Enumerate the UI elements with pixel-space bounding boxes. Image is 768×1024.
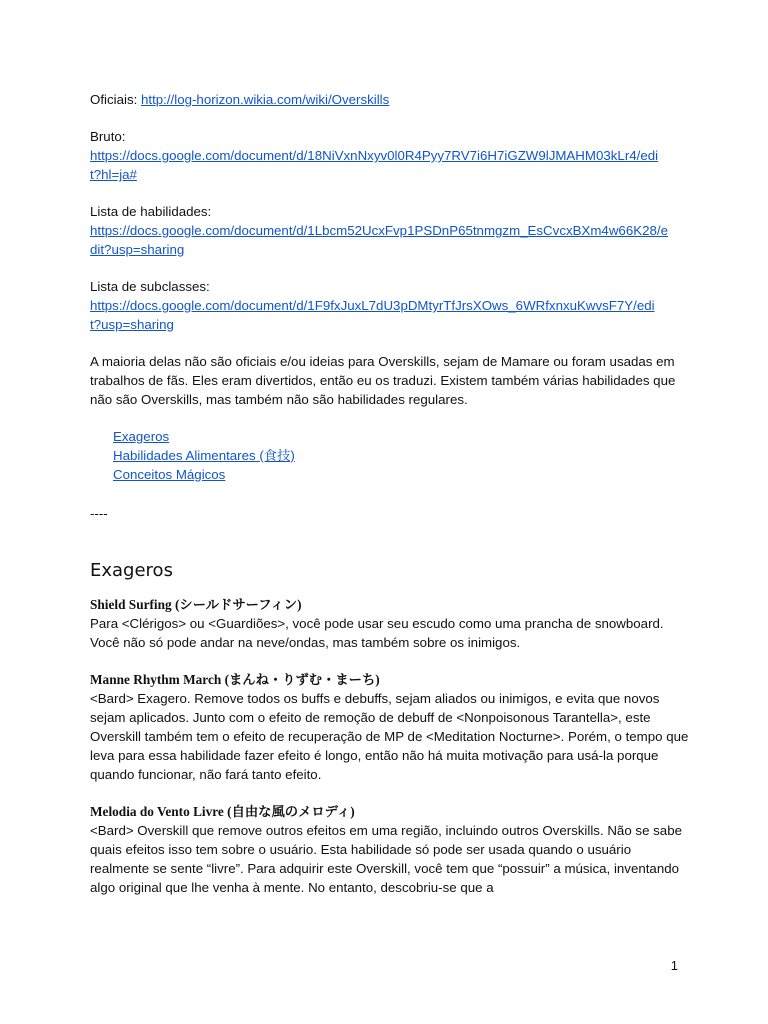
skill-title: Shield Surfing (シールドサーフィン) <box>90 597 302 612</box>
toc-item-habilidades-alimentares[interactable]: Habilidades Alimentares (食技) <box>113 448 295 463</box>
subclasses-link-wrap <box>90 296 662 334</box>
habilidades-block <box>90 202 690 259</box>
section-heading-exageros: Exageros <box>90 560 173 581</box>
page-number: 1 <box>670 958 678 973</box>
skill-title: Melodia do Vento Livre (自由な風のメロディ) <box>90 804 355 819</box>
skill-entry <box>90 802 690 897</box>
subclasses-link[interactable]: https://docs.google.com/document/d/1F9fxJuxL7dU3pDMtyrTfJrsXOws_6WRfxnxuKwvsF7Y/edit?usp=sharing <box>90 298 655 332</box>
skill-description: Para <Clérigos> ou <Guardiões>, você pode usar seu escudo como uma prancha de snowboard. Você não só pode andar na neve/ondas, mas também sobre os inimigos. <box>90 616 664 650</box>
oficiais-label: Oficiais: <box>90 92 141 107</box>
bruto-link[interactable]: https://docs.google.com/document/d/18NiVxnNxyv0l0R4Pyy7RV7i6H7iGZW9lJMAHM03kLr4/edit?hl=ja# <box>90 148 659 182</box>
habilidades-link[interactable]: https://docs.google.com/document/d/1Lbcm52UcxFvp1PSDnP65tnmgzm_EsCvcxBXm4w66K28/edit?usp=sharing <box>90 223 668 257</box>
toc-item-exageros[interactable]: Exageros <box>113 429 170 444</box>
skill-entry <box>90 595 690 652</box>
skill-entry <box>90 670 690 784</box>
habilidades-label: Lista de habilidades: <box>90 204 212 219</box>
bruto-link-wrap <box>90 146 668 184</box>
toc-item-conceitos-magicos[interactable]: Conceitos Mágicos <box>113 467 226 482</box>
bruto-block <box>90 127 690 184</box>
subclasses-label: Lista de subclasses: <box>90 279 210 294</box>
oficiais-link[interactable]: http://log-horizon.wikia.com/wiki/Overskills <box>140 92 390 107</box>
intro-paragraph: A maioria delas não são oficiais e/ou ideias para Overskills, sejam de Mamare ou foram usadas em trabalhos de fãs. Eles eram divertidos, então eu os traduzi. Existem também várias habilidades que não são Overskills, mas também não são habilidades regulares. <box>90 354 676 407</box>
skill-description: <Bard> Overskill que remove outros efeitos em uma região, incluindo outros Overskills. Não se sabe quais efeitos isso tem sobre o usuário. Esta habilidade só pode ser usada quando o usuário realmente se sente “livre”. Para adquirir este Overskill, você tem que “possuir” a música, inventando algo original que lhe venha à mente. No entanto, descobriu-se que a <box>90 823 682 895</box>
skill-title: Manne Rhythm March (まんね・りずむ・まーち) <box>90 672 380 687</box>
bruto-label: Bruto: <box>90 129 126 144</box>
separator: ---- <box>90 506 108 521</box>
official-links-line <box>90 90 690 109</box>
table-of-contents <box>113 427 690 484</box>
subclasses-block <box>90 277 690 334</box>
skill-description: <Bard> Exagero. Remove todos os buffs e debuffs, sejam aliados ou inimigos, e evita que novos sejam aplicados. Junto com o efeito de remoção de debuff de <Nonpoisonous Tarantella>, este Overskill também tem o efeito de recuperação de MP de <Meditation Nocturne>. Porém, o tempo que leva para essa habilidade fazer efeito é longo, então não há muita motivação para usá-la porque quando funcionar, não fará tanto efeito. <box>90 691 689 782</box>
habilidades-link-wrap <box>90 221 674 259</box>
document-page <box>90 90 690 915</box>
